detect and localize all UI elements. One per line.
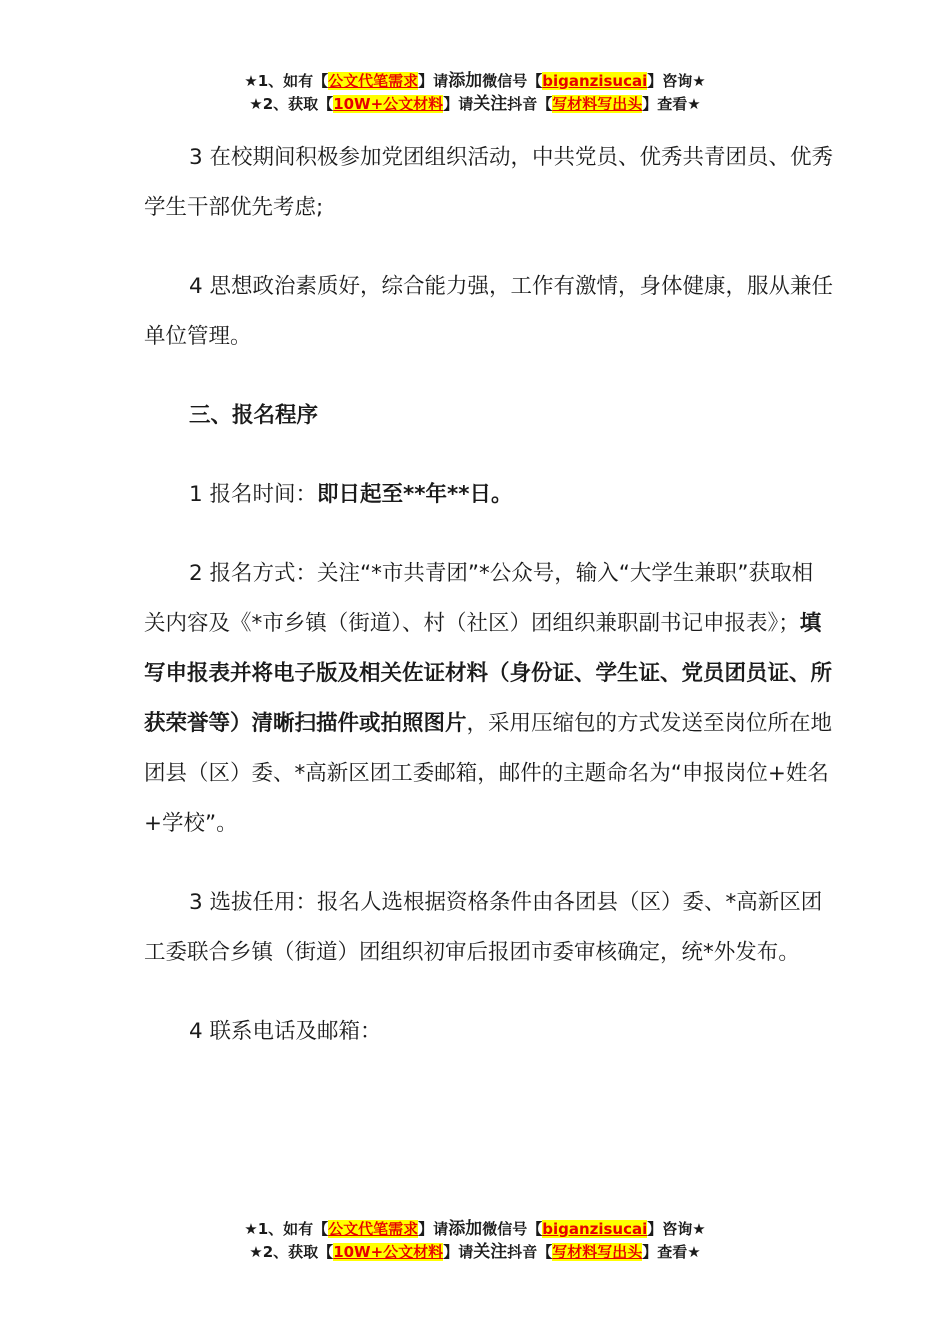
- banner-line-2: ★2、获取【10W+公文材料】请关注抖音【写材料写出头】查看★: [249, 94, 701, 114]
- highlight-ghost-writing: 公文代笔需求: [328, 72, 419, 90]
- paragraph-contact: 4 联系电话及邮箱：: [189, 1019, 382, 1044]
- highlight-wechat-id: biganzisucai: [542, 1220, 648, 1238]
- highlight-wechat-id: biganzisucai: [542, 72, 648, 90]
- footer-banner: [0, 1218, 950, 1264]
- highlight-douyin-account: 写材料写出头: [552, 1243, 643, 1261]
- highlight-materials: 10W+公文材料: [333, 95, 444, 113]
- star-icon: ★: [249, 1243, 263, 1261]
- banner-line-1: ★1、如有【公文代笔需求】请添加微信号【biganzisucai】咨询★: [244, 1219, 706, 1239]
- header-banner: [0, 70, 950, 116]
- banner-line-1: ★1、如有【公文代笔需求】请添加微信号【biganzisucai】咨询★: [244, 71, 706, 91]
- section-heading-registration: 三、报名程序: [189, 403, 319, 428]
- star-icon: ★: [244, 1220, 258, 1238]
- paragraph-registration-method: 2 报名方式：关注“*市共青团”*公众号，输入“大学生兼职”获取相关内容及《*市乡镇（街道）、村（社区）团组织兼职副书记申报表》；填写申报表并将电子版及相关佐证材料（身份证、学生证、党员团员证、所获荣誉等）清晰扫描件或拍照图片，采用压缩包的方式发送至岗位所在地团县（区）委、*高新区团工委邮箱，邮件的主题命名为“申报岗位+姓名+学校”。: [144, 561, 833, 836]
- star-icon: ★: [249, 95, 263, 113]
- highlight-ghost-writing: 公文代笔需求: [328, 1220, 419, 1238]
- banner-line-2: ★2、获取【10W+公文材料】请关注抖音【写材料写出头】查看★: [249, 1242, 701, 1262]
- star-icon: ★: [244, 72, 258, 90]
- paragraph-party-activity: 3 在校期间积极参加党团组织活动，中共党员、优秀共青团员、优秀学生干部优先考虑;: [144, 145, 834, 220]
- paragraph-selection: 3 选拔任用：报名人选根据资格条件由各团县（区）委、*高新区团工委联合乡镇（街道）团组织初审后报团市委审核确定，统*外发布。: [144, 890, 823, 965]
- paragraph-political-quality: 4 思想政治素质好，综合能力强，工作有激情，身体健康，服从兼任单位管理。: [144, 274, 834, 349]
- highlight-douyin-account: 写材料写出头: [552, 95, 643, 113]
- document-body: [144, 133, 834, 1086]
- highlight-materials: 10W+公文材料: [333, 1243, 444, 1261]
- paragraph-registration-time: 1 报名时间：即日起至**年**日。: [189, 482, 513, 507]
